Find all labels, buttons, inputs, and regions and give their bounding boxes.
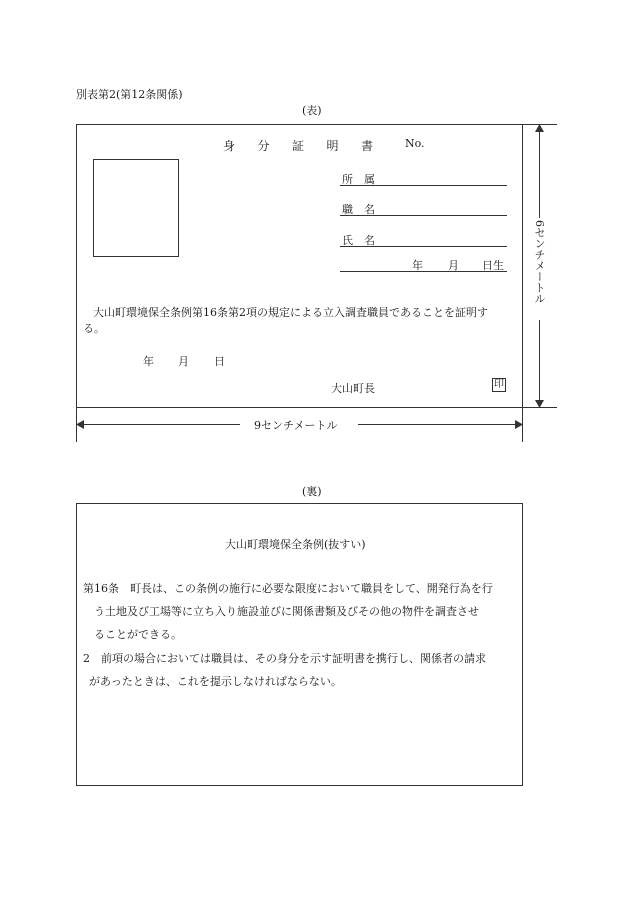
seal-box: 印 (494, 379, 504, 390)
width-dimension-line-right (358, 424, 516, 425)
arrow-right-icon (515, 420, 523, 429)
title-char: 証 (291, 139, 304, 153)
front-side-label: (表) (302, 104, 322, 117)
certification-statement-line1: 大山町環境保全条例第16条第2項の規定による立入調査職員であることを証明す (93, 306, 488, 319)
affiliation-char: 所 (342, 173, 353, 186)
photo-frame (93, 159, 179, 257)
title-char: 分 (257, 139, 270, 153)
height-dimension-line-lower (539, 320, 540, 402)
job-title-char: 職 (342, 203, 353, 216)
certification-statement-line2: る。 (83, 322, 105, 335)
ordinance-title: 大山町環境保全条例(抜すい) (225, 538, 366, 551)
name-field (340, 232, 507, 247)
id-card-front (76, 124, 523, 408)
affiliation-char: 属 (364, 173, 375, 186)
issuer-name: 大山町長 (331, 382, 375, 395)
birth-day-label: 日生 (482, 259, 504, 272)
article-16-line: う土地及び工場等に立ち入り施設並びに関係書類及びその他の物件を調査させ (94, 605, 479, 618)
birth-date-field (340, 257, 507, 272)
height-dimension-line-upper (539, 130, 540, 218)
name-char: 名 (364, 234, 375, 247)
form-label: 別表第2(第12条関係) (76, 88, 183, 101)
paragraph-2-line: があったときは、これを提示しなければならない。 (89, 675, 342, 688)
article-16-line: ることができる。 (94, 628, 182, 641)
issue-day-label: 日 (214, 355, 225, 368)
issue-month-label: 月 (178, 355, 189, 368)
id-card-back (76, 503, 523, 786)
card-title (223, 137, 373, 154)
affiliation-field (340, 171, 507, 186)
paragraph-2-line: 2 前項の場合においては職員は、その身分を示す証明書を携行し、関係者の請求 (83, 652, 486, 665)
card-number-label: No. (405, 137, 425, 150)
width-dimension-label: 9センチメートル (254, 419, 338, 432)
birth-month-label: 月 (448, 259, 459, 272)
arrow-left-icon (76, 420, 84, 429)
back-side-label: (裏) (302, 485, 322, 498)
arrow-down-icon (535, 400, 544, 408)
arrow-up-icon (535, 124, 544, 132)
article-16-line: 第16条 町長は、この条例の施行に必要な限度において職員をして、開発行為を行 (83, 582, 493, 595)
job-title-char: 名 (364, 203, 375, 216)
birth-year-label: 年 (412, 259, 423, 272)
issue-year-label: 年 (143, 355, 154, 368)
job-title-field (340, 201, 507, 216)
title-char: 書 (360, 139, 373, 153)
name-char: 氏 (342, 234, 353, 247)
width-dimension-line-left (82, 424, 240, 425)
title-char: 身 (223, 139, 236, 153)
title-char: 明 (326, 139, 339, 153)
height-dimension-label: 6センチメートル (533, 220, 546, 304)
